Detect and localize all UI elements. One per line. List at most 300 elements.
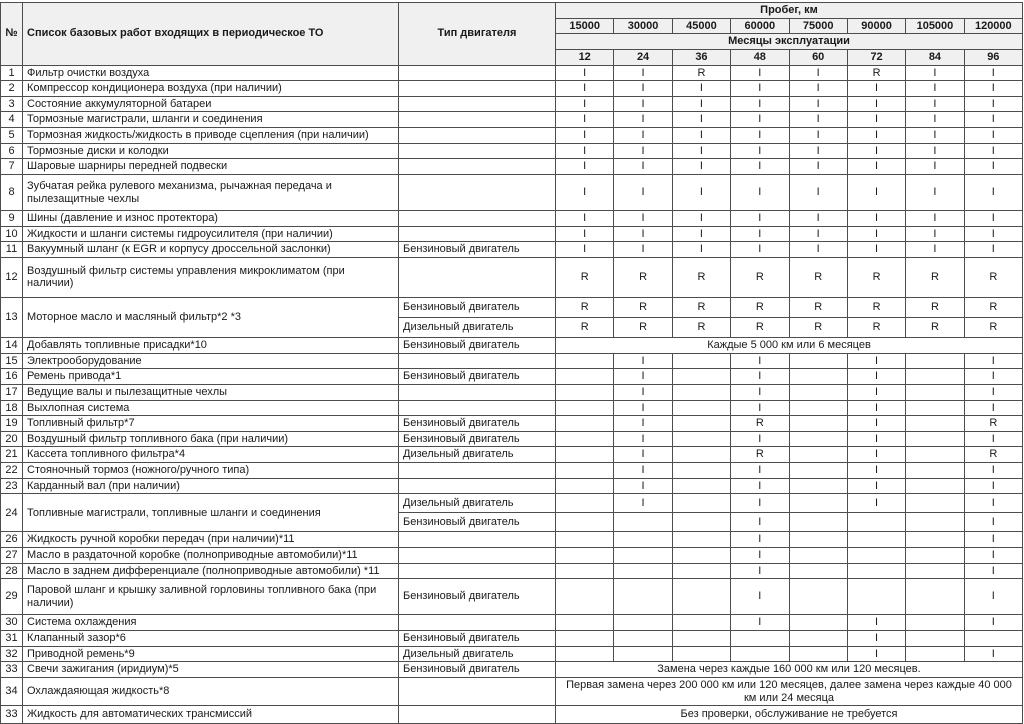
value-cell: I (731, 463, 789, 479)
value-cell (906, 384, 964, 400)
table-row (1, 400, 1023, 416)
engine-type-cell (399, 478, 556, 494)
value-cell (906, 369, 964, 385)
row-number: 32 (1, 646, 23, 662)
row-label: Вакуумный шланг (к EGR и корпусу дроссельной заслонки) (23, 242, 399, 258)
value-cell: I (731, 513, 789, 532)
value-cell (672, 447, 730, 463)
value-cell: I (964, 353, 1022, 369)
value-cell (556, 353, 614, 369)
months-header-cell: 48 (731, 49, 789, 65)
value-cell: I (614, 384, 672, 400)
schedule-note-cell: Первая замена через 200 000 км или 120 месяцев, далее замена через каждые 40 000 км или 24 месяца (556, 677, 1023, 705)
value-cell: I (556, 65, 614, 81)
value-cell: R (789, 317, 847, 337)
value-cell: I (964, 579, 1022, 615)
engine-type-cell (399, 143, 556, 159)
engine-type-cell (399, 96, 556, 112)
value-cell: I (847, 447, 905, 463)
value-cell (614, 646, 672, 662)
value-cell (789, 615, 847, 631)
value-cell: I (847, 353, 905, 369)
engine-type-cell: Дизельный двигатель (399, 494, 556, 513)
value-cell (906, 447, 964, 463)
row-label: Тормозные магистрали, шланги и соединения (23, 112, 399, 128)
row-label: Клапанный зазор*6 (23, 630, 399, 646)
table-row (1, 211, 1023, 227)
engine-type-cell (399, 615, 556, 631)
value-cell: R (672, 65, 730, 81)
value-cell: I (731, 369, 789, 385)
maintenance-schedule-table (0, 2, 1023, 724)
value-cell (906, 353, 964, 369)
value-cell: I (614, 478, 672, 494)
table-row (1, 242, 1023, 258)
value-cell (789, 646, 847, 662)
value-cell: I (672, 211, 730, 227)
value-cell: R (964, 297, 1022, 317)
value-cell: I (906, 159, 964, 175)
row-label: Карданный вал (при наличии) (23, 478, 399, 494)
table-row (1, 646, 1023, 662)
value-cell (906, 494, 964, 513)
value-cell (906, 615, 964, 631)
value-cell (614, 548, 672, 564)
row-label: Кассета топливного фильтра*4 (23, 447, 399, 463)
engine-type-cell (399, 65, 556, 81)
value-cell: I (847, 431, 905, 447)
table-row (1, 416, 1023, 432)
row-number: 12 (1, 257, 23, 297)
value-cell (789, 369, 847, 385)
value-cell: I (847, 369, 905, 385)
table-row (1, 532, 1023, 548)
value-cell: I (789, 211, 847, 227)
value-cell: I (964, 463, 1022, 479)
value-cell: I (614, 431, 672, 447)
value-cell: R (906, 317, 964, 337)
value-cell (672, 579, 730, 615)
value-cell: I (964, 81, 1022, 97)
table-row (1, 384, 1023, 400)
value-cell (672, 630, 730, 646)
col-header-months-title: Месяцы эксплуатации (556, 34, 1023, 50)
value-cell (847, 548, 905, 564)
row-number: 33 (1, 706, 23, 724)
value-cell: I (847, 400, 905, 416)
value-cell: R (789, 257, 847, 297)
value-cell (672, 615, 730, 631)
value-cell: R (847, 65, 905, 81)
months-header-cell: 24 (614, 49, 672, 65)
value-cell: I (964, 226, 1022, 242)
value-cell (789, 494, 847, 513)
value-cell: I (964, 400, 1022, 416)
value-cell (614, 579, 672, 615)
value-cell: I (964, 175, 1022, 211)
value-cell: I (964, 646, 1022, 662)
value-cell (556, 532, 614, 548)
row-label: Добавлять топливные присадки*10 (23, 337, 399, 353)
value-cell (556, 513, 614, 532)
value-cell: I (847, 242, 905, 258)
row-number: 5 (1, 128, 23, 144)
engine-type-cell: Бензиновый двигатель (399, 369, 556, 385)
mileage-header-cell: 90000 (847, 18, 905, 34)
value-cell: I (731, 159, 789, 175)
value-cell (672, 463, 730, 479)
value-cell: I (906, 143, 964, 159)
row-label: Шаровые шарниры передней подвески (23, 159, 399, 175)
value-cell (906, 532, 964, 548)
value-cell (906, 463, 964, 479)
row-number: 20 (1, 431, 23, 447)
row-number: 22 (1, 463, 23, 479)
value-cell (672, 353, 730, 369)
value-cell: I (672, 143, 730, 159)
engine-type-cell (399, 400, 556, 416)
row-label: Воздушный фильтр топливного бака (при наличии) (23, 431, 399, 447)
engine-type-cell (399, 81, 556, 97)
value-cell: R (556, 317, 614, 337)
row-label: Масло в заднем дифференциале (полноприводные автомобили) *11 (23, 563, 399, 579)
row-number: 10 (1, 226, 23, 242)
mileage-header-cell: 75000 (789, 18, 847, 34)
value-cell: R (847, 297, 905, 317)
value-cell: I (789, 175, 847, 211)
value-cell: I (614, 112, 672, 128)
table-row (1, 353, 1023, 369)
row-label: Паровой шланг и крышку заливной горловины топливного бака (при наличии) (23, 579, 399, 615)
value-cell: I (789, 112, 847, 128)
table-row (1, 706, 1023, 724)
table-row (1, 112, 1023, 128)
value-cell: R (672, 257, 730, 297)
engine-type-cell (399, 128, 556, 144)
value-cell (556, 548, 614, 564)
value-cell: I (731, 211, 789, 227)
value-cell: I (556, 211, 614, 227)
row-number: 26 (1, 532, 23, 548)
engine-type-cell (399, 112, 556, 128)
row-number: 16 (1, 369, 23, 385)
value-cell: I (847, 175, 905, 211)
engine-type-cell: Бензиновый двигатель (399, 431, 556, 447)
table-row (1, 548, 1023, 564)
col-header-engine: Тип двигателя (399, 3, 556, 66)
value-cell (847, 563, 905, 579)
value-cell: I (614, 463, 672, 479)
value-cell: I (556, 81, 614, 97)
mileage-header-cell: 45000 (672, 18, 730, 34)
value-cell: I (731, 175, 789, 211)
value-cell (556, 579, 614, 615)
row-label: Приводной ремень*9 (23, 646, 399, 662)
value-cell (789, 384, 847, 400)
table-row (1, 662, 1023, 678)
value-cell: I (556, 96, 614, 112)
value-cell: R (964, 447, 1022, 463)
value-cell: I (964, 369, 1022, 385)
value-cell: I (789, 81, 847, 97)
value-cell: I (614, 159, 672, 175)
value-cell: R (731, 447, 789, 463)
value-cell (789, 630, 847, 646)
table-row (1, 447, 1023, 463)
row-number: 6 (1, 143, 23, 159)
value-cell (672, 532, 730, 548)
engine-type-cell (399, 548, 556, 564)
value-cell: I (614, 400, 672, 416)
row-number: 23 (1, 478, 23, 494)
table-row (1, 337, 1023, 353)
value-cell: I (964, 128, 1022, 144)
value-cell: I (847, 226, 905, 242)
value-cell: I (614, 242, 672, 258)
value-cell: I (731, 532, 789, 548)
table-row (1, 463, 1023, 479)
value-cell: I (731, 494, 789, 513)
value-cell: I (731, 579, 789, 615)
table-row (1, 65, 1023, 81)
value-cell: I (906, 65, 964, 81)
value-cell (789, 513, 847, 532)
value-cell: I (672, 81, 730, 97)
row-number: 21 (1, 447, 23, 463)
value-cell: R (964, 416, 1022, 432)
value-cell: I (964, 65, 1022, 81)
engine-type-cell (399, 532, 556, 548)
value-cell: I (847, 646, 905, 662)
value-cell (789, 532, 847, 548)
value-cell (672, 369, 730, 385)
value-cell: R (556, 257, 614, 297)
engine-type-cell: Бензиновый двигатель (399, 416, 556, 432)
value-cell (556, 447, 614, 463)
value-cell (672, 494, 730, 513)
value-cell (847, 532, 905, 548)
value-cell (906, 563, 964, 579)
value-cell: I (789, 226, 847, 242)
row-number: 33 (1, 662, 23, 678)
value-cell (906, 548, 964, 564)
value-cell: I (964, 494, 1022, 513)
value-cell: I (614, 416, 672, 432)
value-cell: I (672, 112, 730, 128)
value-cell: I (847, 384, 905, 400)
value-cell: I (731, 353, 789, 369)
value-cell: I (847, 128, 905, 144)
row-number: 29 (1, 579, 23, 615)
value-cell: I (556, 226, 614, 242)
value-cell: R (789, 297, 847, 317)
value-cell: I (731, 615, 789, 631)
engine-type-cell (399, 563, 556, 579)
value-cell (847, 513, 905, 532)
value-cell (906, 431, 964, 447)
table-row (1, 128, 1023, 144)
table-body (1, 65, 1023, 724)
value-cell: I (672, 159, 730, 175)
value-cell: I (731, 81, 789, 97)
row-number: 11 (1, 242, 23, 258)
value-cell: R (847, 317, 905, 337)
value-cell: I (789, 65, 847, 81)
value-cell: R (556, 297, 614, 317)
value-cell (556, 384, 614, 400)
value-cell (672, 416, 730, 432)
engine-type-cell (399, 159, 556, 175)
row-number: 31 (1, 630, 23, 646)
table-row (1, 431, 1023, 447)
table-row (1, 615, 1023, 631)
schedule-note-cell: Замена через каждые 160 000 км или 120 месяцев. (556, 662, 1023, 678)
value-cell (556, 494, 614, 513)
row-number: 8 (1, 175, 23, 211)
value-cell: R (731, 257, 789, 297)
engine-type-cell (399, 175, 556, 211)
months-header-cell: 60 (789, 49, 847, 65)
value-cell: I (614, 211, 672, 227)
row-number: 4 (1, 112, 23, 128)
table-row (1, 226, 1023, 242)
value-cell (789, 416, 847, 432)
value-cell: I (672, 175, 730, 211)
row-label: Жидкости и шланги системы гидроусилителя (при наличии) (23, 226, 399, 242)
engine-type-cell: Бензиновый двигатель (399, 242, 556, 258)
value-cell: I (964, 478, 1022, 494)
value-cell: I (731, 65, 789, 81)
row-number: 3 (1, 96, 23, 112)
value-cell (556, 431, 614, 447)
value-cell (672, 478, 730, 494)
value-cell: R (731, 416, 789, 432)
engine-type-cell: Бензиновый двигатель (399, 630, 556, 646)
row-label: Электрооборудование (23, 353, 399, 369)
row-number: 30 (1, 615, 23, 631)
value-cell: I (847, 143, 905, 159)
value-cell: R (672, 317, 730, 337)
table-row (1, 579, 1023, 615)
value-cell: R (964, 257, 1022, 297)
value-cell: R (847, 257, 905, 297)
row-label: Состояние аккумуляторной батареи (23, 96, 399, 112)
value-cell: I (847, 211, 905, 227)
row-number: 24 (1, 494, 23, 532)
row-label: Тормозная жидкость/жидкость в приводе сцепления (при наличии) (23, 128, 399, 144)
row-number: 1 (1, 65, 23, 81)
value-cell (556, 478, 614, 494)
value-cell (556, 400, 614, 416)
table-row (1, 297, 1023, 317)
engine-type-cell: Бензиновый двигатель (399, 337, 556, 353)
value-cell (906, 513, 964, 532)
engine-type-cell: Бензиновый двигатель (399, 579, 556, 615)
table-row (1, 494, 1023, 513)
value-cell: R (731, 297, 789, 317)
value-cell (672, 513, 730, 532)
value-cell: R (906, 297, 964, 317)
row-number: 19 (1, 416, 23, 432)
value-cell: I (614, 65, 672, 81)
engine-type-cell: Дизельный двигатель (399, 646, 556, 662)
value-cell: I (847, 615, 905, 631)
engine-type-cell (399, 677, 556, 705)
row-label: Охлаждаяющая жидкость*8 (23, 677, 399, 705)
row-label: Воздушный фильтр системы управления микроклиматом (при наличии) (23, 257, 399, 297)
value-cell (964, 630, 1022, 646)
value-cell: I (847, 463, 905, 479)
value-cell (906, 400, 964, 416)
months-header-cell: 72 (847, 49, 905, 65)
value-cell: I (614, 143, 672, 159)
row-number: 18 (1, 400, 23, 416)
value-cell (672, 431, 730, 447)
value-cell: I (906, 112, 964, 128)
value-cell: I (906, 211, 964, 227)
value-cell: I (964, 563, 1022, 579)
value-cell: I (906, 175, 964, 211)
row-number: 28 (1, 563, 23, 579)
table-row (1, 159, 1023, 175)
row-number: 7 (1, 159, 23, 175)
value-cell: R (964, 317, 1022, 337)
value-cell: I (964, 384, 1022, 400)
table-row (1, 478, 1023, 494)
value-cell: I (847, 81, 905, 97)
engine-type-cell: Бензиновый двигатель (399, 297, 556, 317)
value-cell: I (614, 96, 672, 112)
value-cell (906, 646, 964, 662)
value-cell: I (556, 175, 614, 211)
row-label: Тормозные диски и колодки (23, 143, 399, 159)
value-cell: R (906, 257, 964, 297)
value-cell: I (964, 615, 1022, 631)
value-cell: I (672, 226, 730, 242)
table-row (1, 81, 1023, 97)
value-cell: I (731, 128, 789, 144)
value-cell (556, 646, 614, 662)
value-cell (556, 630, 614, 646)
value-cell: I (672, 128, 730, 144)
col-header-works: Список базовых работ входящих в периодическое ТО (23, 3, 399, 66)
value-cell (556, 615, 614, 631)
value-cell: I (731, 226, 789, 242)
value-cell: I (614, 447, 672, 463)
value-cell (614, 513, 672, 532)
mileage-header-cell: 15000 (556, 18, 614, 34)
value-cell (789, 447, 847, 463)
value-cell: I (614, 494, 672, 513)
value-cell (672, 548, 730, 564)
engine-type-cell: Бензиновый двигатель (399, 662, 556, 678)
value-cell (672, 563, 730, 579)
engine-type-cell (399, 211, 556, 227)
value-cell: I (847, 416, 905, 432)
row-number: 34 (1, 677, 23, 705)
value-cell: I (731, 478, 789, 494)
months-header-cell: 96 (964, 49, 1022, 65)
value-cell: I (731, 563, 789, 579)
value-cell: I (614, 81, 672, 97)
col-header-mileage-title: Пробег, км (556, 3, 1023, 19)
value-cell (731, 646, 789, 662)
row-number: 2 (1, 81, 23, 97)
col-header-number: № (1, 3, 23, 66)
row-label: Свечи зажигания (иридиум)*5 (23, 662, 399, 678)
value-cell: I (964, 211, 1022, 227)
row-number: 9 (1, 211, 23, 227)
